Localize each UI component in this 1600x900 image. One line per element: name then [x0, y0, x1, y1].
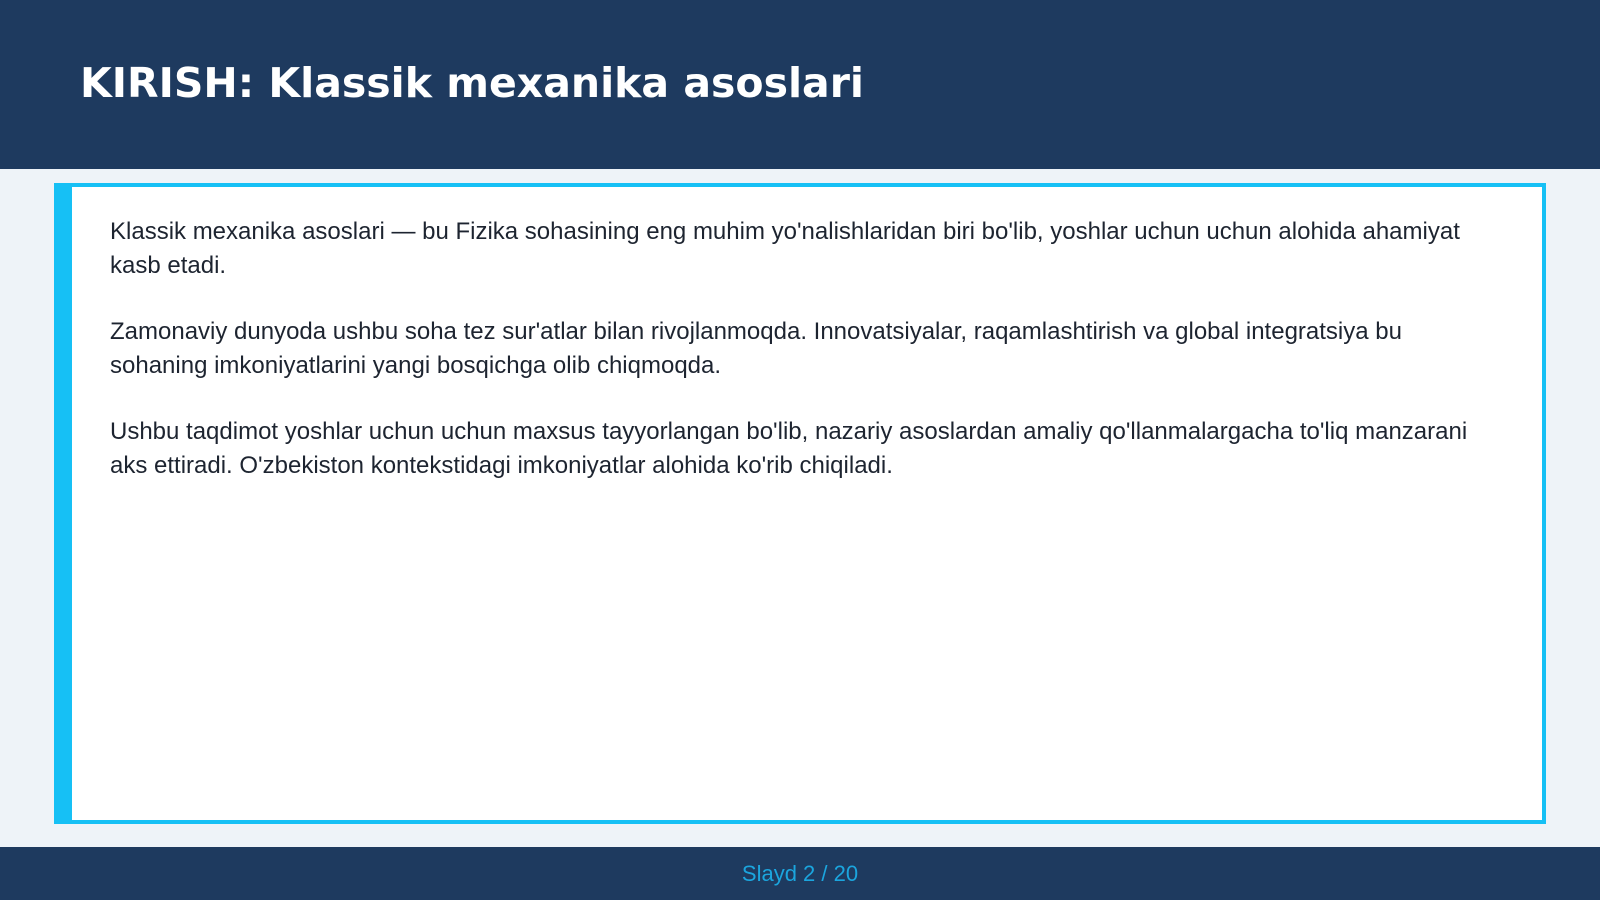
slide-number: Slayd 2 / 20: [741, 861, 859, 886]
content-paragraph: Klassik mexanika asoslari — bu Fizika sohasining eng muhim yo'nalishlaridan biri bo'lib, yoshlar uchun uchun alohida ahamiyat kasb etadi.: [110, 218, 1460, 279]
slide-footer: [0, 847, 1600, 900]
content-card: [54, 183, 1546, 824]
content-paragraph: Ushbu taqdimot yoshlar uchun uchun maxsus tayyorlangan bo'lib, nazariy asoslardan amaliy qo'llanmalargacha to'liq manzarani aks ettiradi. O'zbekiston kontekstidagi imkoniyatlar alohida ko'rib chiqiladi.: [110, 418, 1468, 479]
slide-header: [0, 0, 1600, 169]
content-paragraphs: [110, 215, 1495, 515]
slide-title: KIRISH: Klassik mexanika asoslari: [80, 59, 864, 107]
content-paragraph: Zamonaviy dunyoda ushbu soha tez sur'atlar bilan rivojlanmoqda. Innovatsiyalar, raqamlashtirish va global integratsiya bu sohaning imkoniyatlarini yangi bosqichga olib chiqmoqda.: [110, 318, 1402, 379]
